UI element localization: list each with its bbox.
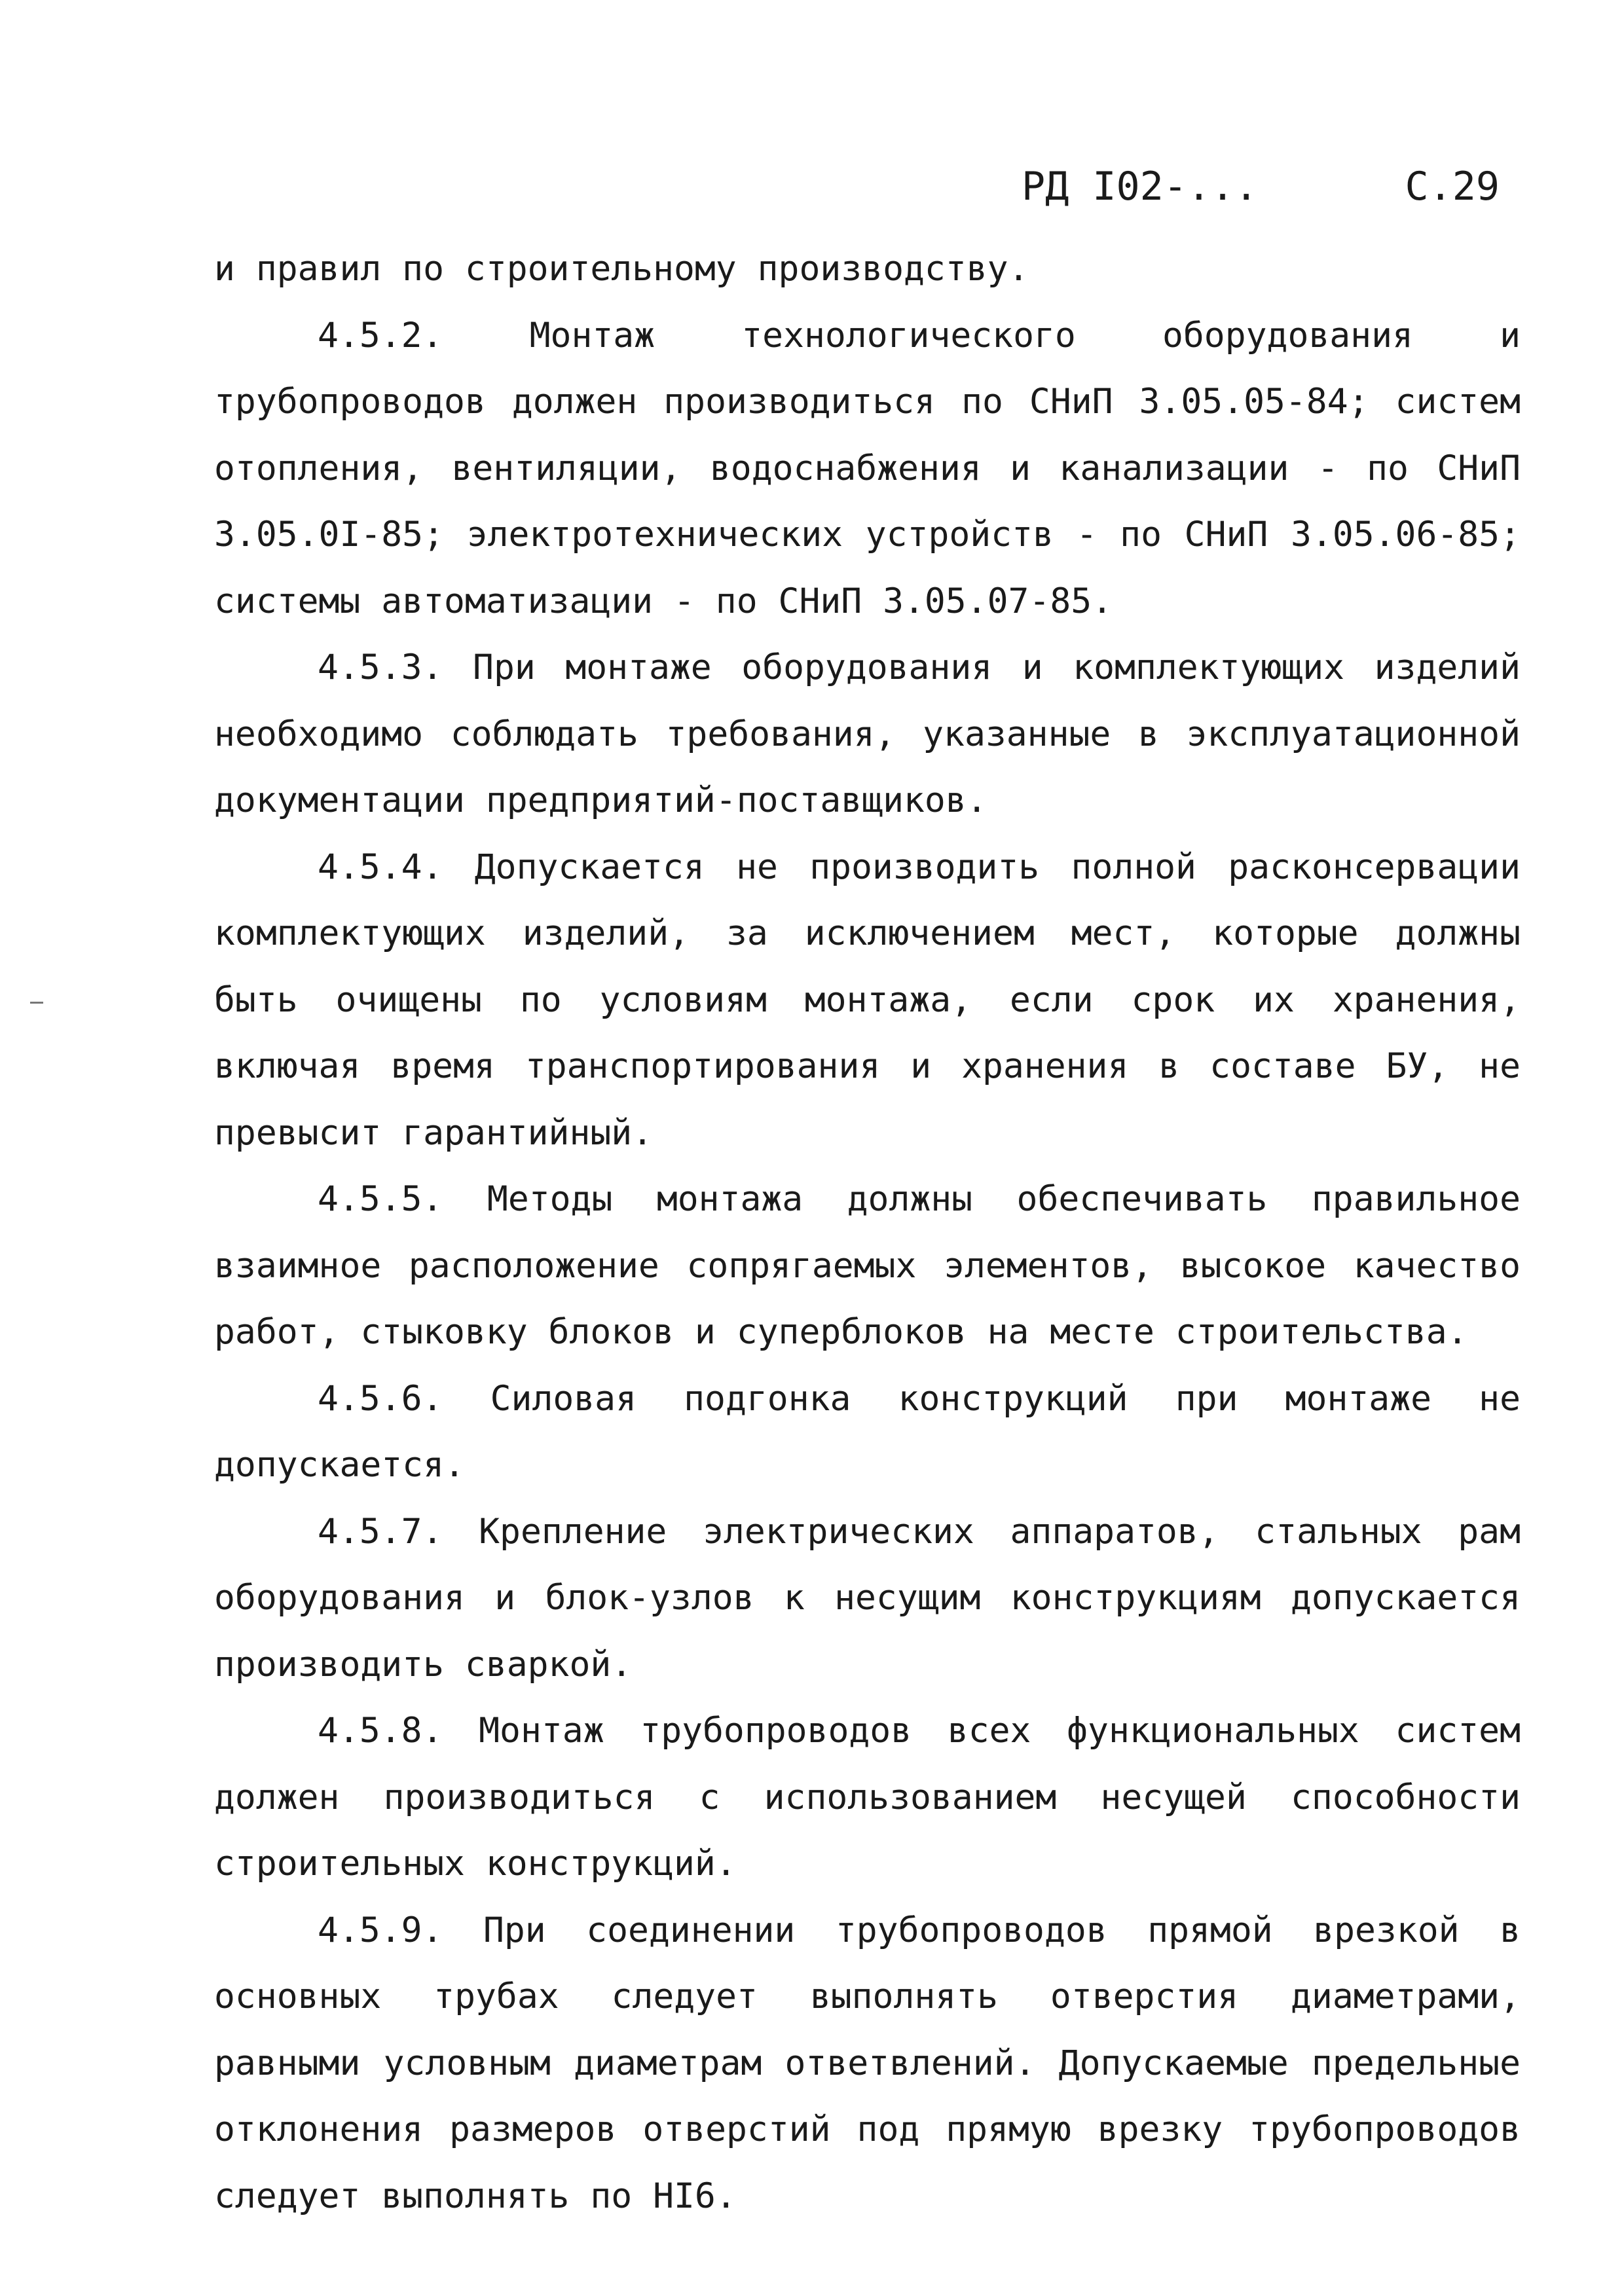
- paragraph-4-5-2: 4.5.2. Монтаж технологического оборудования и трубопроводов должен производиться по СНиП 3.05.05-84; систем отопления, вентиляции, водоснабжения и канализации - по СНиП 3.05.0I-85; электротехнических устройств - по СНиП 3.05.06-85; системы автоматизации - по СНиП 3.05.07-85.: [214, 315, 1521, 621]
- page-number: С.29: [1405, 164, 1500, 210]
- paragraph-4-5-4: 4.5.4. Допускается не производить полной расконсервации комплектующих изделий, за исключением мест, которые должны быть очищены по условиям монтажа, если срок их хранения, включая время транспортирования и хранения в составе БУ, не превысит гарантийный.: [214, 847, 1521, 1153]
- paragraph-4-5-5: 4.5.5. Методы монтажа должны обеспечивать правильное взаимное расположение сопрягаемых элементов, высокое качество работ, стыковку блоков и суперблоков на месте строительства.: [214, 1179, 1521, 1352]
- paragraph-4-5-6: 4.5.6. Силовая подгонка конструкций при монтаже не допускается.: [214, 1378, 1521, 1485]
- page-header: [1022, 164, 1500, 223]
- paragraph-4-5-7: 4.5.7. Крепление электрических аппаратов, стальных рам оборудования и блок-узлов к несущим конструкциям допускается производить сваркой.: [214, 1511, 1521, 1685]
- margin-mark: [30, 1002, 43, 1004]
- continuation-line: и правил по строительному производству.: [214, 249, 1029, 289]
- paragraph-4-5-9: 4.5.9. При соединении трубопроводов прямой врезкой в основных трубах следует выполнять отверстия диаметрами, равными условным диаметрам ответвлений. Допускаемые предельные отклонения размеров отверстий под прямую врезку трубопроводов следует выполнять по HI6.: [214, 1910, 1521, 2216]
- paragraph-4-5-8: 4.5.8. Монтаж трубопроводов всех функциональных систем должен производиться с использованием несущей способности строительных конструкций.: [214, 1711, 1521, 1884]
- document-code: РД I02-...: [1022, 164, 1259, 210]
- document-body: [214, 236, 1521, 2229]
- paragraph-4-5-3: 4.5.3. При монтаже оборудования и комплектующих изделий необходимо соблюдать требования, указанные в эксплуатационной документации предприятий-поставщиков.: [214, 647, 1521, 820]
